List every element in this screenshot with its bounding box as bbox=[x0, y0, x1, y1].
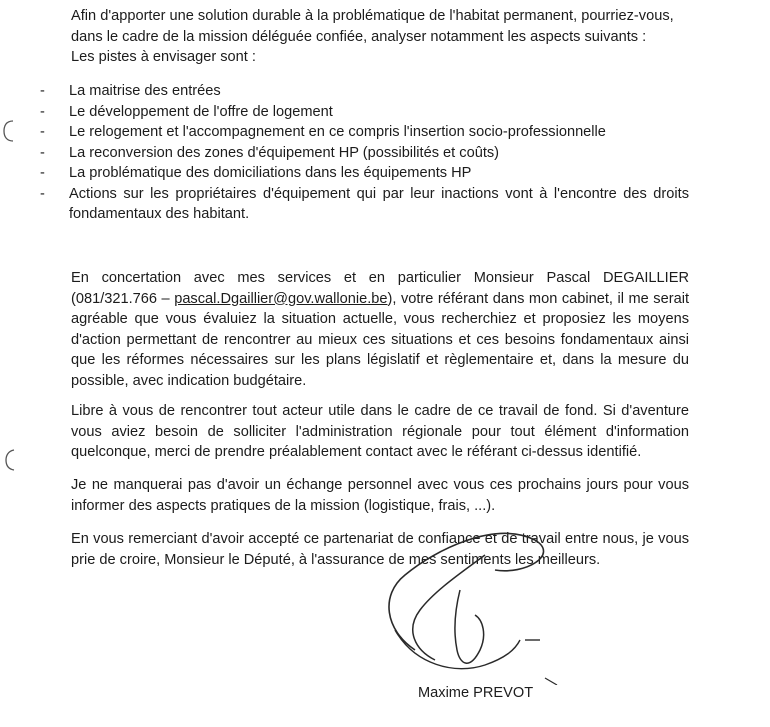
intro-block bbox=[71, 6, 711, 68]
list-item-text: La maitrise des entrées bbox=[69, 83, 221, 99]
bullet-marker: - bbox=[40, 144, 45, 161]
intro-line: Afin d'apporter une solution durable à la problématique de l'habitat permanent, pourriez-vous, bbox=[71, 8, 674, 24]
list-item bbox=[40, 143, 700, 164]
email-link[interactable]: pascal.Dgaillier@gov.wallonie.be bbox=[174, 290, 388, 307]
signer-name: Maxime PREVOT bbox=[418, 685, 534, 701]
margin-mark-icon bbox=[2, 118, 16, 144]
bullet-marker: - bbox=[40, 124, 45, 140]
signature-icon bbox=[375, 500, 575, 685]
list-item-text: Le développement de l'offre de logement bbox=[69, 103, 333, 120]
paragraph-libre: Libre à vous de rencontrer tout acteur utile dans le cadre de ce travail de fond. Si d'aventure vous aviez besoin de solliciter l'administration régionale pour tout élément d'information quelconque, merci de prendre préalablement contact avec le référant ci-dessus identifié. bbox=[71, 403, 689, 460]
list-item bbox=[40, 122, 700, 143]
list-item bbox=[40, 102, 700, 123]
bullet-list bbox=[40, 81, 700, 225]
intro-line: Les pistes à envisager sont : bbox=[71, 49, 256, 65]
bullet-marker: - bbox=[40, 185, 45, 202]
list-item-text: La problématique des domiciliations dans les équipements HP bbox=[69, 165, 472, 181]
list-item-text: Le relogement et l'accompagnement en ce compris l'insertion socio-professionnelle bbox=[69, 124, 606, 140]
paragraph-echange: Je ne manquerai pas d'avoir un échange personnel avec vous ces prochains jours pour vous informer des aspects pratiques de la mission (logistique, frais, ...). bbox=[71, 477, 689, 514]
paragraph-closing: En vous remerciant d'avoir accepté ce partenariat de confiance et de travail entre nous, je vous prie de croire, Monsieur le Député, à l'assurance de mes sentiments les meilleurs. bbox=[71, 531, 689, 568]
bullet-marker: - bbox=[40, 83, 45, 99]
paragraph-concertation bbox=[71, 268, 689, 391]
list-item bbox=[40, 163, 700, 184]
bullet-marker: - bbox=[40, 103, 45, 120]
list-item bbox=[40, 184, 700, 225]
list-item bbox=[40, 81, 700, 102]
list-item-text: La reconversion des zones d'équipement HP (possibilités et coûts) bbox=[69, 144, 500, 161]
bullet-marker: - bbox=[40, 165, 45, 181]
list-item-text: Actions sur les propriétaires d'équipement qui par leur inactions vont à l'encontre des droits fondamentaux des habitant. bbox=[69, 185, 689, 222]
paragraph-text: ), votre référant dans mon cabinet, il me serait agréable que vous évaluiez la situation actuelle, vous recherchiez et proposiez les moyens d'action permettant de rencontrer au mieux ces situations et ces besoins fondamentaux ainsi que les réformes nécessaires sur les plans législatif et règlementaire et, dans la mesure du possible, avec indication budgétaire. bbox=[71, 290, 689, 389]
intro-line: dans le cadre de la mission déléguée confiée, analyser notamment les aspects suivants : bbox=[71, 28, 647, 45]
margin-mark-icon bbox=[4, 448, 16, 472]
paragraph-text: En concertation avec mes services et en particulier Monsieur Pascal DEGAILLIER (081/321.766 – bbox=[71, 270, 689, 307]
